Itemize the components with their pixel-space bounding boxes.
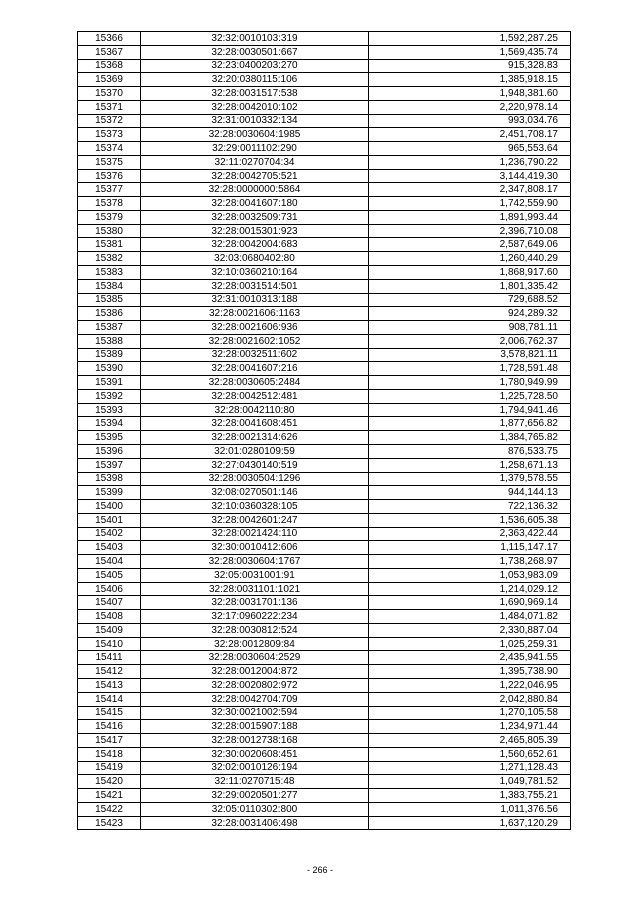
table-row — [78, 266, 571, 280]
table-row — [78, 761, 571, 775]
cadastral-number-cell: 32:28:0012738:168 — [141, 734, 369, 748]
table-row — [78, 472, 571, 486]
cadastral-number-cell: 32:28:0041607:216 — [141, 362, 369, 376]
value-cell: 1,234,971.44 — [369, 720, 571, 734]
cadastral-number-cell: 32:11:0270715:48 — [141, 775, 369, 789]
value-cell: 1,395,738.90 — [369, 665, 571, 679]
table-row — [78, 458, 571, 472]
row-number-cell: 15412 — [78, 665, 141, 679]
table-row — [78, 720, 571, 734]
table-row — [78, 527, 571, 541]
row-number-cell: 15393 — [78, 403, 141, 417]
row-number-cell: 15418 — [78, 747, 141, 761]
table-row — [78, 224, 571, 238]
table-row — [78, 293, 571, 307]
value-cell: 1,115,147.17 — [369, 541, 571, 555]
table-row — [78, 789, 571, 803]
cadastral-number-cell: 32:28:0015301:923 — [141, 224, 369, 238]
cadastral-value-table — [77, 31, 571, 830]
row-number-cell: 15414 — [78, 692, 141, 706]
row-number-cell: 15375 — [78, 155, 141, 169]
table-row — [78, 706, 571, 720]
table-row — [78, 100, 571, 114]
value-cell: 1,728,591.48 — [369, 362, 571, 376]
value-cell: 876,533.75 — [369, 444, 571, 458]
table-row — [78, 376, 571, 390]
table-row — [78, 142, 571, 156]
row-number-cell: 15373 — [78, 128, 141, 142]
table-row — [78, 582, 571, 596]
value-cell: 2,220,978.14 — [369, 100, 571, 114]
row-number-cell: 15410 — [78, 637, 141, 651]
value-cell: 2,465,805.39 — [369, 734, 571, 748]
row-number-cell: 15397 — [78, 458, 141, 472]
table-row — [78, 775, 571, 789]
table-row — [78, 734, 571, 748]
table-row — [78, 802, 571, 816]
row-number-cell: 15377 — [78, 183, 141, 197]
cadastral-number-cell: 32:02:0010126:194 — [141, 761, 369, 775]
table-row — [78, 321, 571, 335]
table-row — [78, 279, 571, 293]
cadastral-number-cell: 32:28:0030604:1767 — [141, 555, 369, 569]
cadastral-number-cell: 32:28:0042601:247 — [141, 513, 369, 527]
table-row — [78, 623, 571, 637]
table-row — [78, 32, 571, 46]
row-number-cell: 15391 — [78, 376, 141, 390]
row-number-cell: 15413 — [78, 678, 141, 692]
table-row — [78, 73, 571, 87]
row-number-cell: 15399 — [78, 486, 141, 500]
table-body — [78, 32, 571, 830]
row-number-cell: 15371 — [78, 100, 141, 114]
cadastral-number-cell: 32:31:0010332:134 — [141, 114, 369, 128]
value-cell: 1,738,268.97 — [369, 555, 571, 569]
value-cell: 1,560,652.61 — [369, 747, 571, 761]
row-number-cell: 15422 — [78, 802, 141, 816]
row-number-cell: 15376 — [78, 169, 141, 183]
cadastral-number-cell: 32:27:0430140:519 — [141, 458, 369, 472]
value-cell: 915,328.83 — [369, 59, 571, 73]
cadastral-number-cell: 32:28:0041608:451 — [141, 417, 369, 431]
value-cell: 2,347,808.17 — [369, 183, 571, 197]
value-cell: 1,383,755.21 — [369, 789, 571, 803]
row-number-cell: 15401 — [78, 513, 141, 527]
cadastral-number-cell: 32:28:0030501:667 — [141, 45, 369, 59]
cadastral-number-cell: 32:28:0021314:626 — [141, 431, 369, 445]
cadastral-number-cell: 32:10:0360210:164 — [141, 266, 369, 280]
table-row — [78, 59, 571, 73]
value-cell: 908,781.11 — [369, 321, 571, 335]
cadastral-number-cell: 32:28:0021602:1052 — [141, 334, 369, 348]
cadastral-number-cell: 32:28:0000000:5864 — [141, 183, 369, 197]
row-number-cell: 15367 — [78, 45, 141, 59]
table-row — [78, 334, 571, 348]
value-cell: 1,780,949.99 — [369, 376, 571, 390]
cadastral-number-cell: 32:28:0041607:180 — [141, 197, 369, 211]
cadastral-number-cell: 32:30:0010412:606 — [141, 541, 369, 555]
table-row — [78, 568, 571, 582]
cadastral-number-cell: 32:28:0031517:538 — [141, 87, 369, 101]
cadastral-number-cell: 32:28:0020802:972 — [141, 678, 369, 692]
value-cell: 1,270,105.58 — [369, 706, 571, 720]
table-row — [78, 252, 571, 266]
cadastral-number-cell: 32:28:0042010:102 — [141, 100, 369, 114]
cadastral-number-cell: 32:28:0031101:1021 — [141, 582, 369, 596]
row-number-cell: 15383 — [78, 266, 141, 280]
table-row — [78, 555, 571, 569]
row-number-cell: 15368 — [78, 59, 141, 73]
cadastral-number-cell: 32:30:0020608:451 — [141, 747, 369, 761]
row-number-cell: 15416 — [78, 720, 141, 734]
value-cell: 1,214,029.12 — [369, 582, 571, 596]
row-number-cell: 15396 — [78, 444, 141, 458]
row-number-cell: 15385 — [78, 293, 141, 307]
value-cell: 2,451,708.17 — [369, 128, 571, 142]
table-row — [78, 45, 571, 59]
row-number-cell: 15415 — [78, 706, 141, 720]
table-row — [78, 183, 571, 197]
value-cell: 1,868,917.60 — [369, 266, 571, 280]
value-cell: 1,484,071.82 — [369, 610, 571, 624]
table-row — [78, 210, 571, 224]
cadastral-number-cell: 32:28:0030504:1296 — [141, 472, 369, 486]
cadastral-number-cell: 32:11:0270704:34 — [141, 155, 369, 169]
table-row — [78, 114, 571, 128]
page-number: - 266 - — [306, 865, 333, 875]
cadastral-number-cell: 32:28:0031701:136 — [141, 596, 369, 610]
cadastral-number-cell: 32:29:0011102:290 — [141, 142, 369, 156]
value-cell: 1,258,671.13 — [369, 458, 571, 472]
row-number-cell: 15380 — [78, 224, 141, 238]
value-cell: 1,225,728.50 — [369, 389, 571, 403]
value-cell: 1,592,287.25 — [369, 32, 571, 46]
row-number-cell: 15409 — [78, 623, 141, 637]
table-row — [78, 444, 571, 458]
table-row — [78, 747, 571, 761]
value-cell: 722,136.32 — [369, 500, 571, 514]
row-number-cell: 15405 — [78, 568, 141, 582]
row-number-cell: 15388 — [78, 334, 141, 348]
cadastral-number-cell: 32:08:0270501:146 — [141, 486, 369, 500]
table-row — [78, 307, 571, 321]
row-number-cell: 15387 — [78, 321, 141, 335]
row-number-cell: 15379 — [78, 210, 141, 224]
table-row — [78, 169, 571, 183]
row-number-cell: 15398 — [78, 472, 141, 486]
value-cell: 2,330,887.04 — [369, 623, 571, 637]
table-row — [78, 155, 571, 169]
cadastral-number-cell: 32:28:0042110:80 — [141, 403, 369, 417]
cadastral-number-cell: 32:30:0021002:594 — [141, 706, 369, 720]
cadastral-number-cell: 32:17:0960222:234 — [141, 610, 369, 624]
cadastral-number-cell: 32:28:0031406:498 — [141, 816, 369, 830]
table-row — [78, 610, 571, 624]
row-number-cell: 15417 — [78, 734, 141, 748]
cadastral-number-cell: 32:23:0400203:270 — [141, 59, 369, 73]
value-cell: 944,144.13 — [369, 486, 571, 500]
table-row — [78, 431, 571, 445]
cadastral-number-cell: 32:29:0020501:277 — [141, 789, 369, 803]
row-number-cell: 15403 — [78, 541, 141, 555]
cadastral-number-cell: 32:28:0030812:524 — [141, 623, 369, 637]
cadastral-number-cell: 32:28:0015907:188 — [141, 720, 369, 734]
value-cell: 1,053,983.09 — [369, 568, 571, 582]
value-cell: 1,536,605.38 — [369, 513, 571, 527]
value-cell: 1,794,941.46 — [369, 403, 571, 417]
row-number-cell: 15421 — [78, 789, 141, 803]
cadastral-number-cell: 32:28:0032509:731 — [141, 210, 369, 224]
cadastral-number-cell: 32:28:0042512:481 — [141, 389, 369, 403]
row-number-cell: 15372 — [78, 114, 141, 128]
value-cell: 2,042,880.84 — [369, 692, 571, 706]
cadastral-number-cell: 32:28:0021424:110 — [141, 527, 369, 541]
table-row — [78, 816, 571, 830]
table-row — [78, 417, 571, 431]
value-cell: 729,688.52 — [369, 293, 571, 307]
value-cell: 1,271,128.43 — [369, 761, 571, 775]
row-number-cell: 15400 — [78, 500, 141, 514]
table-row — [78, 238, 571, 252]
row-number-cell: 15411 — [78, 651, 141, 665]
value-cell: 965,553.64 — [369, 142, 571, 156]
value-cell: 1,384,765.82 — [369, 431, 571, 445]
row-number-cell: 15420 — [78, 775, 141, 789]
table-row — [78, 665, 571, 679]
cadastral-number-cell: 32:05:0031001:91 — [141, 568, 369, 582]
row-number-cell: 15390 — [78, 362, 141, 376]
table-row — [78, 362, 571, 376]
cadastral-number-cell: 32:28:0030605:2484 — [141, 376, 369, 390]
row-number-cell: 15406 — [78, 582, 141, 596]
value-cell: 2,587,649.06 — [369, 238, 571, 252]
value-cell: 2,363,422.44 — [369, 527, 571, 541]
value-cell: 1,742,559.90 — [369, 197, 571, 211]
row-number-cell: 15423 — [78, 816, 141, 830]
cadastral-number-cell: 32:20:0380115:106 — [141, 73, 369, 87]
row-number-cell: 15407 — [78, 596, 141, 610]
value-cell: 1,801,335.42 — [369, 279, 571, 293]
table-row — [78, 541, 571, 555]
value-cell: 2,396,710.08 — [369, 224, 571, 238]
value-cell: 1,025,259.31 — [369, 637, 571, 651]
table-row — [78, 513, 571, 527]
table-row — [78, 692, 571, 706]
value-cell: 1,222,046.95 — [369, 678, 571, 692]
value-cell: 1,049,781.52 — [369, 775, 571, 789]
row-number-cell: 15366 — [78, 32, 141, 46]
value-cell: 3,578,821.11 — [369, 348, 571, 362]
table-row — [78, 678, 571, 692]
value-cell: 1,011,376.56 — [369, 802, 571, 816]
value-cell: 1,236,790.22 — [369, 155, 571, 169]
cadastral-number-cell: 32:28:0030604:2529 — [141, 651, 369, 665]
row-number-cell: 15381 — [78, 238, 141, 252]
cadastral-number-cell: 32:28:0030604:1985 — [141, 128, 369, 142]
cadastral-number-cell: 32:31:0010313:188 — [141, 293, 369, 307]
value-cell: 2,006,762.37 — [369, 334, 571, 348]
cadastral-number-cell: 32:10:0360328:105 — [141, 500, 369, 514]
table-row — [78, 651, 571, 665]
row-number-cell: 15389 — [78, 348, 141, 362]
table-row — [78, 637, 571, 651]
table-row — [78, 486, 571, 500]
cadastral-number-cell: 32:05:0110302:800 — [141, 802, 369, 816]
table-row — [78, 87, 571, 101]
row-number-cell: 15382 — [78, 252, 141, 266]
value-cell: 3,144,419.30 — [369, 169, 571, 183]
value-cell: 1,877,656.82 — [369, 417, 571, 431]
row-number-cell: 15404 — [78, 555, 141, 569]
row-number-cell: 15402 — [78, 527, 141, 541]
row-number-cell: 15419 — [78, 761, 141, 775]
cadastral-number-cell: 32:28:0012809:84 — [141, 637, 369, 651]
row-number-cell: 15408 — [78, 610, 141, 624]
cadastral-number-cell: 32:28:0021606:936 — [141, 321, 369, 335]
value-cell: 1,891,993.44 — [369, 210, 571, 224]
value-cell: 1,385,918.15 — [369, 73, 571, 87]
row-number-cell: 15386 — [78, 307, 141, 321]
table-row — [78, 389, 571, 403]
cadastral-number-cell: 32:28:0042704:709 — [141, 692, 369, 706]
row-number-cell: 15392 — [78, 389, 141, 403]
table-row — [78, 128, 571, 142]
row-number-cell: 15378 — [78, 197, 141, 211]
table-row — [78, 197, 571, 211]
cadastral-number-cell: 32:28:0042705:521 — [141, 169, 369, 183]
cadastral-number-cell: 32:32:0010103:319 — [141, 32, 369, 46]
cadastral-number-cell: 32:01:0280109:59 — [141, 444, 369, 458]
cadastral-number-cell: 32:28:0032511:602 — [141, 348, 369, 362]
row-number-cell: 15394 — [78, 417, 141, 431]
cadastral-number-cell: 32:28:0042004:683 — [141, 238, 369, 252]
row-number-cell: 15384 — [78, 279, 141, 293]
value-cell: 1,948,381.60 — [369, 87, 571, 101]
row-number-cell: 15369 — [78, 73, 141, 87]
cadastral-number-cell: 32:28:0012004:872 — [141, 665, 369, 679]
value-cell: 2,435,941.55 — [369, 651, 571, 665]
value-cell: 1,260,440.29 — [369, 252, 571, 266]
value-cell: 924,289.32 — [369, 307, 571, 321]
row-number-cell: 15370 — [78, 87, 141, 101]
value-cell: 1,637,120.29 — [369, 816, 571, 830]
table-row — [78, 596, 571, 610]
row-number-cell: 15395 — [78, 431, 141, 445]
cadastral-number-cell: 32:28:0021606:1163 — [141, 307, 369, 321]
table-row — [78, 348, 571, 362]
value-cell: 993,034.76 — [369, 114, 571, 128]
cadastral-number-cell: 32:28:0031514:501 — [141, 279, 369, 293]
table-row — [78, 403, 571, 417]
table-row — [78, 500, 571, 514]
value-cell: 1,690,969.14 — [369, 596, 571, 610]
cadastral-number-cell: 32:03:0680402:80 — [141, 252, 369, 266]
value-cell: 1,569,435.74 — [369, 45, 571, 59]
value-cell: 1,379,578.55 — [369, 472, 571, 486]
row-number-cell: 15374 — [78, 142, 141, 156]
